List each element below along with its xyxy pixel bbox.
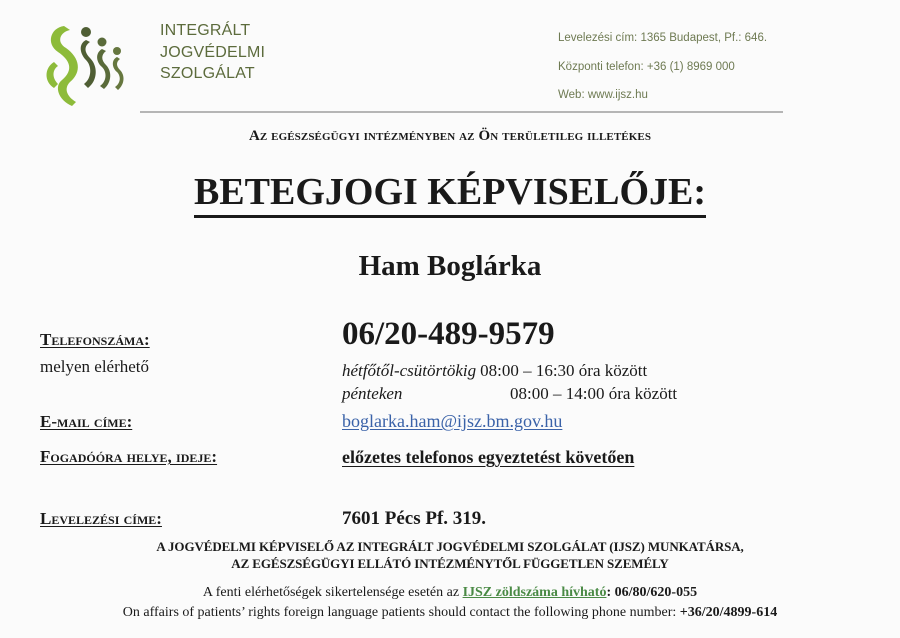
email-link[interactable]: boglarka.ham@ijsz.bm.gov.hu: [342, 411, 563, 431]
notice-line-1: A JOGVÉDELMI KÉPVISELŐ AZ INTEGRÁLT JOGVÉDELMI SZOLGÁLAT (IJSZ) MUNKATÁRSA,: [156, 539, 744, 554]
hours-day: pénteken: [342, 384, 403, 403]
footer-hu-prefix: A fenti elérhetőségek sikertelensége esetén az: [202, 585, 463, 600]
phone-number[interactable]: 06/20-489-9579: [342, 316, 555, 352]
office-hours-value: előzetes telefonos egyeztetést követően: [342, 447, 635, 467]
notice-line-2: AZ EGÉSZSÉGÜGYI ELLÁTÓ INTÉZMÉNYTŐL FÜGGETLEN SZEMÉLY: [231, 556, 669, 571]
pre-title: Az egészségügyi intézményben az Ön területileg illetékes: [248, 128, 652, 144]
representative-name: Ham Boglárka: [358, 250, 542, 282]
independence-notice: [0, 538, 900, 572]
phone-sublabel: melyen elérhető: [40, 357, 150, 376]
header-postal-address: Levelezési cím: 1365 Budapest, Pf.: 646.: [558, 32, 768, 44]
hours-time: 08:00 – 16:30 óra között: [480, 361, 648, 380]
foreign-language-number: +36/20/4899-614: [679, 605, 778, 620]
org-name-line-1: INTEGRÁLT: [160, 22, 251, 39]
hours-row-weekdays: [342, 361, 647, 381]
email-label: E-mail címe:: [40, 412, 133, 431]
postal-label: Levelezési címe:: [40, 509, 162, 528]
header-website[interactable]: Web: www.ijsz.hu: [558, 89, 648, 101]
office-hours-label: Fogadóóra helye, ideje:: [40, 447, 218, 466]
green-number-link[interactable]: IJSZ zöldszáma hívható: [462, 585, 607, 600]
org-name-line-2: JOGVÉDELMI: [160, 43, 266, 61]
footer-hungarian: [0, 585, 900, 601]
header-central-phone: Központi telefon: +36 (1) 8969 000: [558, 60, 735, 73]
footer-en-prefix: On affairs of patients’ rights foreign language patients should contact the following phone number:: [122, 605, 680, 620]
hours-row-friday: [342, 384, 677, 404]
green-number: : 06/80/620-055: [606, 585, 698, 600]
ijsz-logo-icon: [40, 22, 140, 110]
org-name: [160, 20, 265, 85]
org-name-line-3: SZOLGÁLAT: [160, 65, 255, 82]
phone-label: Telefonszáma:: [40, 330, 150, 349]
hours-time: 08:00 – 14:00 óra között: [510, 384, 678, 403]
hours-day: hétfőtől-csütörtökig: [342, 361, 477, 380]
header-divider: [140, 111, 783, 113]
postal-value: 7601 Pécs Pf. 319.: [342, 508, 487, 529]
footer-english: [0, 605, 900, 621]
page-title-text: BETEGJOGI KÉPVISELŐJE:: [194, 171, 706, 218]
header-contact: [558, 24, 767, 110]
page-title: [0, 170, 900, 214]
